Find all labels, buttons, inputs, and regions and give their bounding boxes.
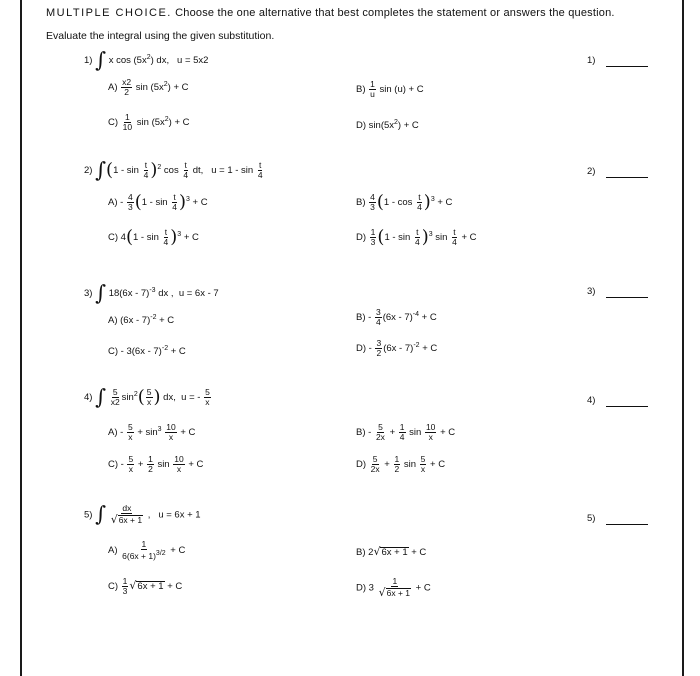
choice-label: C) (108, 458, 119, 470)
numerator: dx (122, 503, 132, 513)
q5-choice-b[interactable] (356, 546, 426, 558)
choice-label: A) (108, 81, 118, 93)
integrand-rest: dx , (158, 288, 174, 300)
fraction (425, 423, 436, 442)
choice-label: B) (356, 311, 366, 323)
choice-label: C) (108, 116, 119, 128)
fraction (414, 228, 421, 247)
choice-rest: + C (170, 346, 186, 358)
fraction (375, 423, 386, 442)
choice-label: A) (108, 544, 118, 556)
choice-rest: + C (188, 458, 204, 470)
plus: + (389, 426, 396, 438)
choice-rest: ) + C (167, 81, 189, 93)
denominator: 4 (414, 236, 420, 247)
exponent: -2 (161, 345, 169, 352)
section-prompt: Choose the one alternative that best completes the statement or answers the question. (175, 7, 615, 19)
exponent: 2 (163, 80, 168, 88)
q2-choice-c[interactable] (108, 228, 199, 247)
substitution: u = 6x + 1 (158, 509, 201, 521)
numerator: 1 (394, 454, 400, 464)
coefficient: 4 (120, 231, 126, 243)
page-border-left (20, 0, 22, 676)
left-paren: ( (125, 226, 133, 248)
coefficient: 2 (368, 547, 374, 558)
answer-blank-1[interactable] (606, 66, 648, 67)
fraction (127, 455, 134, 474)
radicand: 6x + 1 (386, 587, 411, 598)
numerator: 10 (425, 422, 436, 432)
numerator: 10 (166, 422, 176, 432)
denominator: 4 (417, 201, 422, 212)
choice-label: A) (108, 426, 118, 438)
exponent: 3 (177, 230, 182, 238)
denominator: 4 (399, 431, 405, 442)
choice-rest: + C (440, 426, 456, 438)
exponent: 2 (164, 115, 169, 123)
exponent: 2 (133, 390, 138, 398)
fraction (375, 308, 382, 327)
denominator: x (128, 463, 133, 474)
choice-label: B) (356, 83, 366, 95)
denominator: 4 (183, 170, 189, 180)
denominator: 4 (375, 316, 381, 327)
denominator: 3 (370, 236, 376, 247)
denominator: 3 (370, 201, 375, 212)
exponent: -3 (149, 286, 156, 294)
denominator: 4 (163, 236, 169, 247)
numerator: 5 (112, 387, 118, 398)
denominator: 4 (257, 170, 263, 180)
fraction (122, 577, 129, 596)
fraction (127, 193, 134, 212)
choice-label: D) (356, 231, 367, 243)
sign: - (368, 311, 372, 323)
left-paren: ( (134, 191, 142, 213)
integral-sign: ∫ (95, 281, 107, 305)
right-paren: ) (423, 191, 431, 213)
page-border-right (682, 0, 684, 676)
choice-label: D) (356, 582, 367, 594)
q4-choice-b[interactable] (356, 423, 455, 442)
inner-expression: 1 - sin (384, 231, 411, 243)
denominator (110, 514, 144, 526)
question-5-stem (84, 504, 201, 525)
numerator: 5 (127, 422, 133, 432)
denominator (121, 550, 167, 561)
sin-text: sin (121, 392, 134, 404)
denominator: x2 (110, 397, 120, 407)
fraction (110, 388, 121, 407)
numerator: t (184, 160, 187, 171)
numerator: 3 (376, 338, 382, 348)
denominator (378, 587, 412, 599)
fraction (375, 339, 382, 358)
choice-text: (6x - 7) (382, 311, 413, 323)
fraction (257, 161, 264, 180)
choice-rest: + C (170, 544, 186, 556)
numerator: 1 (399, 422, 405, 432)
integrand: x cos (5x (108, 55, 147, 67)
denominator: 2x (370, 463, 380, 474)
q1-choice-a[interactable] (108, 78, 189, 97)
fraction (378, 577, 412, 598)
q2-choice-d[interactable] (356, 228, 477, 247)
inner-expression: 1 - sin (133, 231, 159, 243)
right-paren: ) (421, 226, 429, 248)
choice-rest: + C (159, 315, 175, 327)
numerator: t (144, 160, 148, 171)
numerator: 4 (370, 192, 375, 202)
question-number: 2) (84, 165, 93, 177)
plus: + (384, 458, 390, 470)
fraction (110, 504, 144, 525)
right-paren: ) (178, 191, 186, 213)
exponent: 3 (157, 425, 162, 433)
q1-choice-c[interactable] (108, 113, 190, 132)
fraction (146, 388, 153, 407)
numerator: 5 (128, 454, 134, 464)
fraction (451, 228, 458, 247)
fraction (171, 193, 178, 212)
question-4-stem (84, 387, 212, 408)
question-number: 5) (84, 509, 93, 521)
answer-label-3: 3) (587, 286, 596, 297)
choice-rest: + C (192, 196, 208, 208)
exponent: 3 (428, 230, 433, 238)
fraction (204, 388, 211, 407)
sqrt-icon: √ (373, 545, 381, 558)
integrand: 18(6x - 7) (108, 288, 150, 300)
exponent: -2 (150, 314, 157, 321)
denominator: 2 (394, 463, 400, 474)
exponent: 3 (430, 195, 435, 203)
section-header (46, 7, 615, 19)
choice-label: C) (108, 346, 119, 358)
radicand: 6x + 1 (118, 514, 143, 525)
numerator: t (416, 227, 419, 237)
numerator: t (259, 160, 262, 171)
choice-label: D) (356, 458, 367, 470)
choice-rest: ) + C (168, 116, 190, 128)
choice-text: + sin (137, 426, 158, 438)
answer-blank-4[interactable] (606, 406, 648, 407)
denominator: x (147, 397, 152, 407)
left-paren: ( (377, 226, 385, 248)
left-paren: ( (106, 159, 114, 181)
fraction (370, 228, 377, 247)
numerator: t (418, 192, 421, 202)
integral-sign: ∫ (95, 385, 107, 409)
sqrt-icon: √ (378, 585, 386, 599)
denominator: u (370, 88, 375, 99)
exponent: 2 (394, 119, 398, 126)
q1-choice-b[interactable] (356, 80, 424, 99)
fraction (122, 113, 133, 132)
choice-rest: + C (180, 426, 196, 438)
denominator: 4 (172, 201, 177, 212)
instruction: Evaluate the integral using the given substitution. (46, 30, 275, 42)
q2-choice-a[interactable] (108, 193, 208, 212)
q3-choice-c[interactable] (108, 345, 186, 357)
choice-label: B) (356, 547, 366, 558)
denominator: 4 (452, 236, 457, 247)
numerator: 10 (174, 454, 184, 464)
fraction (121, 78, 132, 97)
sign: - (368, 426, 372, 438)
substitution: u = 1 - sin (211, 165, 254, 177)
denominator: 2 (124, 86, 129, 97)
answer-blank-2[interactable] (606, 177, 648, 178)
integral-sign: ∫ (95, 502, 107, 527)
denominator: x (168, 431, 174, 442)
denominator: 2x (375, 431, 385, 442)
plus: + (137, 458, 144, 470)
integrand-rest: ) dx, (150, 55, 170, 67)
sqrt-icon: √ (110, 512, 118, 526)
choice-text: sin(5x (368, 120, 395, 132)
q1-choice-d[interactable] (356, 119, 419, 131)
q3-choice-a[interactable] (108, 314, 174, 326)
denominator: x (176, 463, 182, 474)
denominator: x (205, 397, 210, 407)
numerator: 4 (127, 192, 133, 202)
choice-label: D) (356, 120, 367, 132)
fraction (173, 455, 184, 474)
numerator: 1 (141, 539, 147, 549)
denominator: 4 (143, 170, 149, 180)
sin-text: sin (409, 426, 422, 438)
q2-choice-b[interactable] (356, 193, 452, 212)
fraction (399, 423, 406, 442)
choice-rest: + C (421, 311, 437, 323)
q4-choice-d[interactable] (356, 455, 445, 474)
differential: dx, (163, 392, 176, 404)
denominator: 3 (122, 585, 128, 596)
question-number: 3) (84, 288, 93, 300)
cos-text: cos (163, 165, 179, 177)
differential: dt, (192, 165, 204, 177)
inner-expression: 1 - sin (113, 165, 139, 177)
fraction (165, 423, 176, 442)
fraction (370, 455, 381, 474)
sin-text: sin (403, 458, 417, 470)
answer-label-5: 5) (587, 513, 596, 524)
numerator: x2 (122, 77, 132, 87)
choice-rest: ) + C (397, 120, 419, 132)
numerator: 1 (125, 112, 130, 122)
choice-text: sin (5x (136, 116, 165, 128)
answer-label-2: 2) (587, 166, 596, 177)
q4-choice-a[interactable] (108, 423, 195, 442)
choice-label: B) (356, 426, 366, 438)
choice-rest: + C (183, 231, 199, 243)
right-paren: ) (170, 226, 178, 248)
numerator: 1 (122, 576, 128, 586)
choice-label: D) (356, 342, 367, 354)
denominator: 10 (122, 121, 133, 132)
inner-expression: 1 - cos (383, 196, 413, 208)
q3-choice-d[interactable] (356, 339, 437, 358)
fraction (416, 193, 423, 212)
answer-label-4: 4) (587, 395, 596, 406)
choice-rest: + C (437, 196, 453, 208)
fraction (420, 455, 427, 474)
numerator: 5 (420, 454, 426, 464)
radicand: 6x + 1 (381, 547, 408, 558)
question-2-stem (84, 160, 265, 181)
question-3-stem (84, 283, 219, 304)
q5-choice-d[interactable] (356, 577, 431, 598)
fraction (163, 228, 170, 247)
choice-text: sin (u) + C (379, 83, 424, 95)
question-number: 4) (84, 392, 93, 404)
exponent: 2 (146, 53, 151, 61)
answer-label-1: 1) (587, 55, 596, 66)
substitution: u = 6x - 7 (178, 288, 219, 300)
numerator: 3 (375, 307, 381, 317)
q3-choice-b[interactable] (356, 308, 437, 327)
sign: - (120, 458, 124, 470)
fraction (147, 455, 154, 474)
sign: - (368, 342, 372, 354)
fraction (369, 193, 376, 212)
choice-label: C) (108, 580, 119, 592)
comma: , (147, 509, 151, 521)
left-paren: ( (137, 386, 145, 408)
coefficient: 3 (368, 582, 374, 594)
integral-sign: ∫ (95, 48, 107, 72)
choice-rest: + C (167, 580, 183, 592)
choice-rest: + C (430, 458, 446, 470)
fraction (394, 455, 401, 474)
numerator: 5 (146, 387, 152, 398)
numerator: t (173, 192, 176, 202)
choice-label: A) (108, 315, 118, 327)
denominator-text: 6(6x + 1) (122, 550, 156, 561)
fraction (182, 161, 189, 180)
denominator: 2 (148, 463, 153, 474)
substitution: u = 5x2 (177, 55, 209, 67)
answer-blank-3[interactable] (606, 297, 648, 298)
sign: - (120, 426, 124, 438)
fraction (121, 540, 167, 561)
exponent: 3/2 (155, 549, 166, 557)
choice-rest: + C (411, 547, 427, 558)
exponent: 2 (157, 163, 162, 171)
left-paren: ( (376, 191, 384, 213)
exponent: -2 (413, 341, 420, 349)
sign: - (120, 196, 124, 208)
numerator: 5 (378, 422, 383, 432)
radicand: 6x + 1 (137, 580, 164, 592)
numerator: 1 (370, 227, 376, 237)
choice-label: C) (108, 231, 119, 243)
denominator: 2 (376, 347, 382, 358)
numerator: 5 (372, 454, 378, 464)
q5-choice-c[interactable] (108, 577, 182, 596)
numerator: t (453, 227, 456, 237)
choice-text: (6x - 7) (120, 315, 151, 327)
right-paren: ) (150, 159, 158, 181)
fraction (369, 80, 376, 99)
sin-text: sin (157, 458, 170, 470)
choice-rest: + C (461, 231, 477, 243)
inner-expression: 1 - sin (141, 196, 168, 208)
exponent: -4 (412, 310, 420, 318)
numerator: 1 (392, 576, 398, 586)
substitution: u = - (181, 392, 201, 404)
choice-rest: + C (415, 582, 431, 594)
numerator: 5 (205, 387, 210, 398)
choice-text: (6x - 7) (383, 342, 414, 354)
fraction (127, 423, 134, 442)
denominator: x (420, 463, 426, 474)
sin-text: sin (435, 231, 448, 243)
denominator: x (128, 431, 133, 442)
right-paren: ) (153, 386, 161, 408)
question-1-stem (84, 50, 208, 71)
numerator: 1 (370, 79, 375, 89)
sqrt-icon: √ (129, 578, 137, 592)
denominator: 3 (127, 201, 133, 212)
numerator: t (164, 227, 168, 237)
numerator: 1 (148, 454, 153, 464)
choice-label: B) (356, 196, 366, 208)
section-title: MULTIPLE CHOICE. (46, 7, 172, 19)
choice-rest: + C (422, 342, 438, 354)
integral-sign: ∫ (95, 158, 107, 182)
choice-text: sin (5x (135, 81, 164, 93)
question-number: 1) (84, 55, 93, 67)
denominator: x (428, 431, 433, 442)
choice-text: - 3(6x - 7) (120, 346, 162, 358)
q4-choice-c[interactable] (108, 455, 203, 474)
fraction (143, 161, 150, 180)
exponent: 3 (186, 195, 190, 203)
choice-label: A) (108, 196, 118, 208)
answer-blank-5[interactable] (606, 524, 648, 525)
q5-choice-a[interactable] (108, 540, 185, 561)
